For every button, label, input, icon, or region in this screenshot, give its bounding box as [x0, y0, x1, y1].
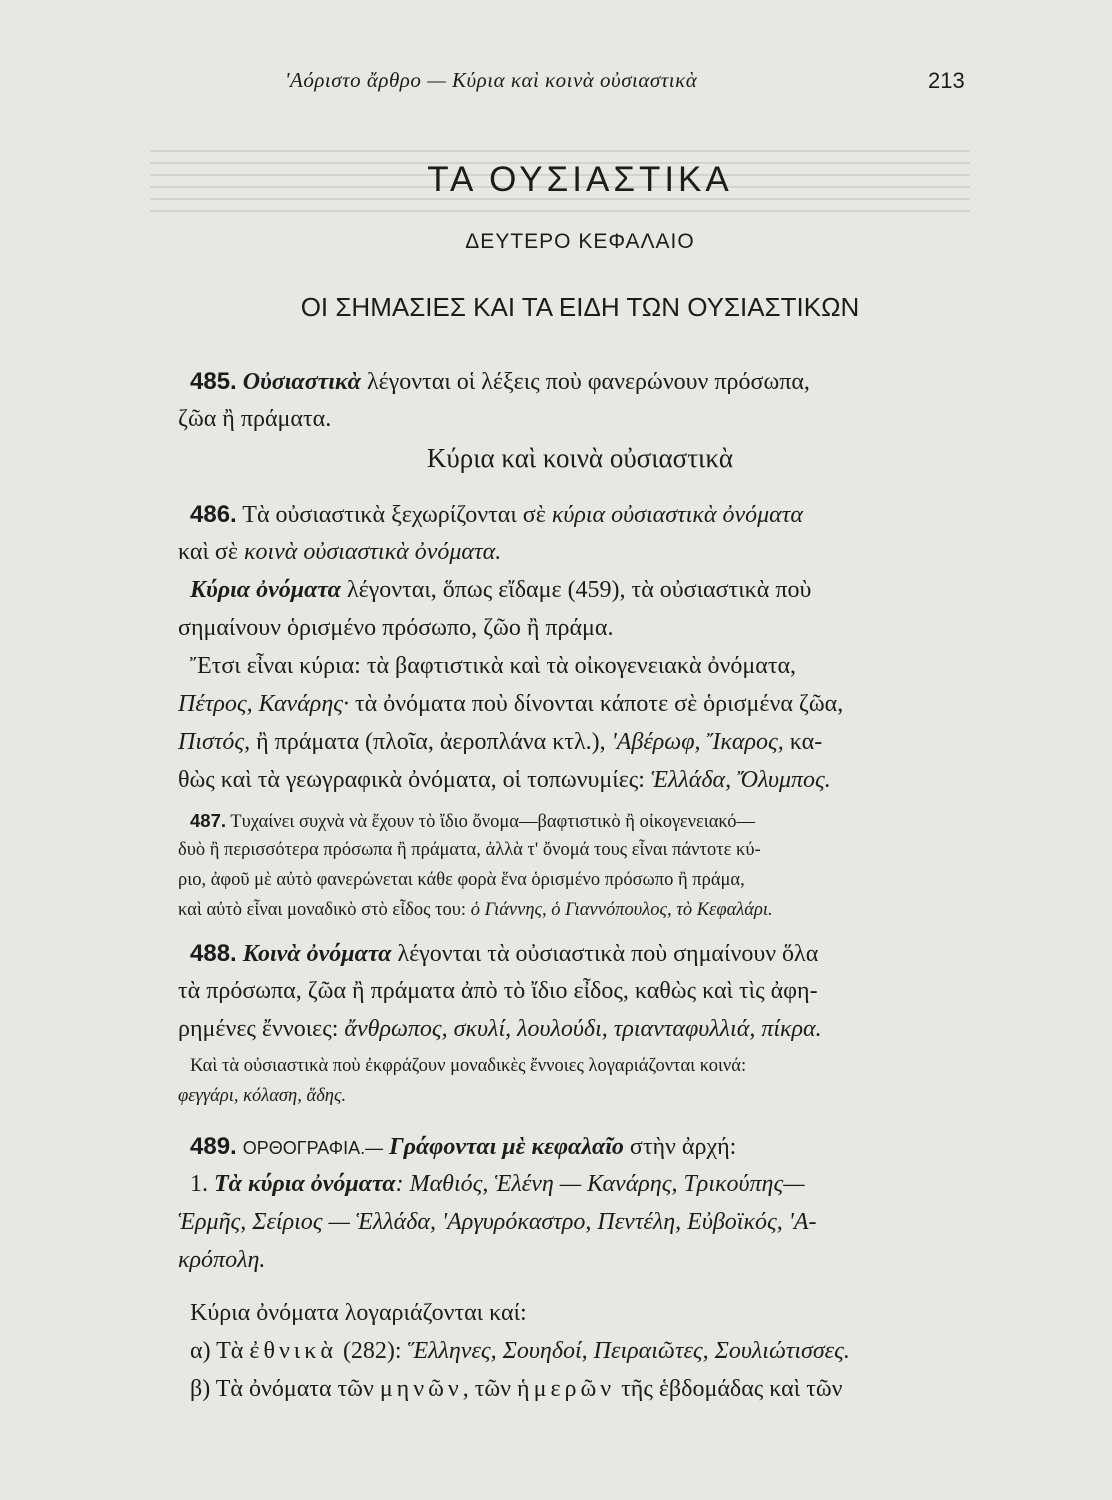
- paragraph-488-line: 488. Κοινὰ ὀνόματα λέγονται τὰ οὐσιαστικὰ ποὺ σημαίνουν ὅλα: [190, 940, 819, 967]
- note-line: φεγγάρι, κόλαση, ἅδης.: [178, 1086, 347, 1106]
- paragraph-487-line: ριο, ἀφοῦ μὲ αὐτὸ φανερώνεται κάθε φορὰ ἕνα ὁρισμένο πρόσωπο ἢ πράμα,: [178, 870, 745, 890]
- running-head: [0, 68, 1112, 98]
- paragraph-486-line: θὼς καὶ τὰ γεωγραφικὰ ὀνόματα, οἱ τοπωνυμίες: Ἑλλάδα, Ὄλυμπος.: [178, 767, 831, 793]
- paragraph-487-line: 487. Τυχαίνει συχνὰ νὰ ἔχουν τὸ ἴδιο ὄνομα—βαφτιστικὸ ἢ οἰκογενειακό—: [190, 810, 756, 832]
- paragraph-486-line: σημαίνουν ὁρισμένο πρόσωπο, ζῶο ἢ πράμα.: [178, 615, 614, 641]
- paragraph-489-line: Ἑρμῆς, Σείριος — Ἑλλάδα, 'Αργυρόκαστρο, Πεντέλη, Εὐβοϊκός, 'Α-: [178, 1209, 817, 1235]
- paragraph-486-line: Πιστός, ἢ πράματα (πλοῖα, ἀεροπλάνα κτλ.), 'Αβέρωφ, Ἴκαρος, κα-: [178, 729, 823, 755]
- paragraph-489-line: 489. ΟΡΘΟΓΡΑΦΙΑ.— Γράφονται μὲ κεφαλαῖο στὴν ἀρχή:: [190, 1133, 737, 1160]
- note-line: Καὶ τὰ οὐσιαστικὰ ποὺ ἐκφράζουν μοναδικὲς ἔννοιες λογαριάζονται κοινά:: [190, 1056, 747, 1076]
- page-number: 213: [928, 68, 965, 93]
- list-item: α) Τὰ ἐθνικὰ (282): Ἕλληνες, Σουηδοί, Πειραιῶτες, Σουλιώτισσες.: [190, 1338, 850, 1364]
- section-heading: ΟΙ ΣΗΜΑΣΙΕΣ ΚΑΙ ΤΑ ΕΙΔΗ ΤΩΝ ΟΥΣΙΑΣΤΙΚΩΝ: [300, 292, 860, 322]
- paragraph-489-line: κρόπολη.: [178, 1247, 266, 1273]
- running-title: 'Αόριστο ἄρθρο — Κύρια καὶ κοινὰ οὐσιαστικὰ: [285, 68, 698, 92]
- main-heading: ΤΑ ΟΥΣΙΑΣΤΙΚΑ: [427, 160, 733, 199]
- paragraph-486-line: Πέτρος, Κανάρης· τὰ ὀνόματα ποὺ δίνονται κάποτε σὲ ὁρισμένα ζῶα,: [178, 691, 844, 717]
- paragraph-486-line: Ἔτσι εἶναι κύρια: τὰ βαφτιστικὰ καὶ τὰ οἰκογενειακὰ ὀνόματα,: [190, 653, 797, 679]
- paragraph-487-line: καὶ αὐτὸ εἶναι μοναδικὸ στὸ εἶδος του: ὁ Γιάννης, ὁ Γιαννόπουλος, τὸ Κεφαλάρι.: [178, 900, 773, 920]
- paragraph-489-line: 1. Τὰ κύρια ὀνόματα: Μαθιός, Ἑλένη — Κανάρης, Τρικούπης—: [190, 1171, 805, 1197]
- paragraph-485-line: ζῶα ἢ πράματα.: [178, 406, 332, 432]
- paragraph-486-line: Κύρια ὀνόματα λέγονται, ὅπως εἴδαμε (459), τὰ οὐσιαστικὰ ποὺ: [190, 577, 812, 603]
- paragraph-489-line: Κύρια ὀνόματα λογαριάζονται καί:: [190, 1300, 527, 1326]
- paragraph-486-line: καὶ σὲ κοινὰ οὐσιαστικὰ ὀνόματα.: [178, 539, 502, 565]
- paragraph-486-line: 486. Τὰ οὐσιαστικὰ ξεχωρίζονται σὲ κύρια οὐσιαστικὰ ὀνόματα: [190, 501, 803, 528]
- chapter-heading: ΔΕΥΤΕΡΟ ΚΕΦΑΛΑΙΟ: [465, 230, 695, 253]
- list-item: β) Τὰ ὀνόματα τῶν μηνῶν, τῶν ἡμερῶν τῆς ἑβδομάδας καὶ τῶν: [190, 1376, 843, 1402]
- paragraph-488-line: ρημένες ἔννοιες: ἄνθρωπος, σκυλί, λουλούδι, τριανταφυλλιά, πίκρα.: [178, 1016, 822, 1042]
- paragraph-487-line: δυὸ ἢ περισσότερα πρόσωπα ἢ πράματα, ἀλλὰ τ' ὄνομά τους εἶναι πάντοτε κύ-: [178, 840, 761, 860]
- paragraph-485-line: 485. Οὐσιαστικὰ λέγονται οἱ λέξεις ποὺ φανερώνουν πρόσωπα,: [190, 368, 810, 395]
- subsection-heading: Κύρια καὶ κοινὰ οὐσιαστικὰ: [426, 443, 734, 473]
- paragraph-488-line: τὰ πρόσωπα, ζῶα ἢ πράματα ἀπὸ τὸ ἴδιο εἶδος, καθὼς καὶ τὶς ἀφη-: [178, 978, 818, 1004]
